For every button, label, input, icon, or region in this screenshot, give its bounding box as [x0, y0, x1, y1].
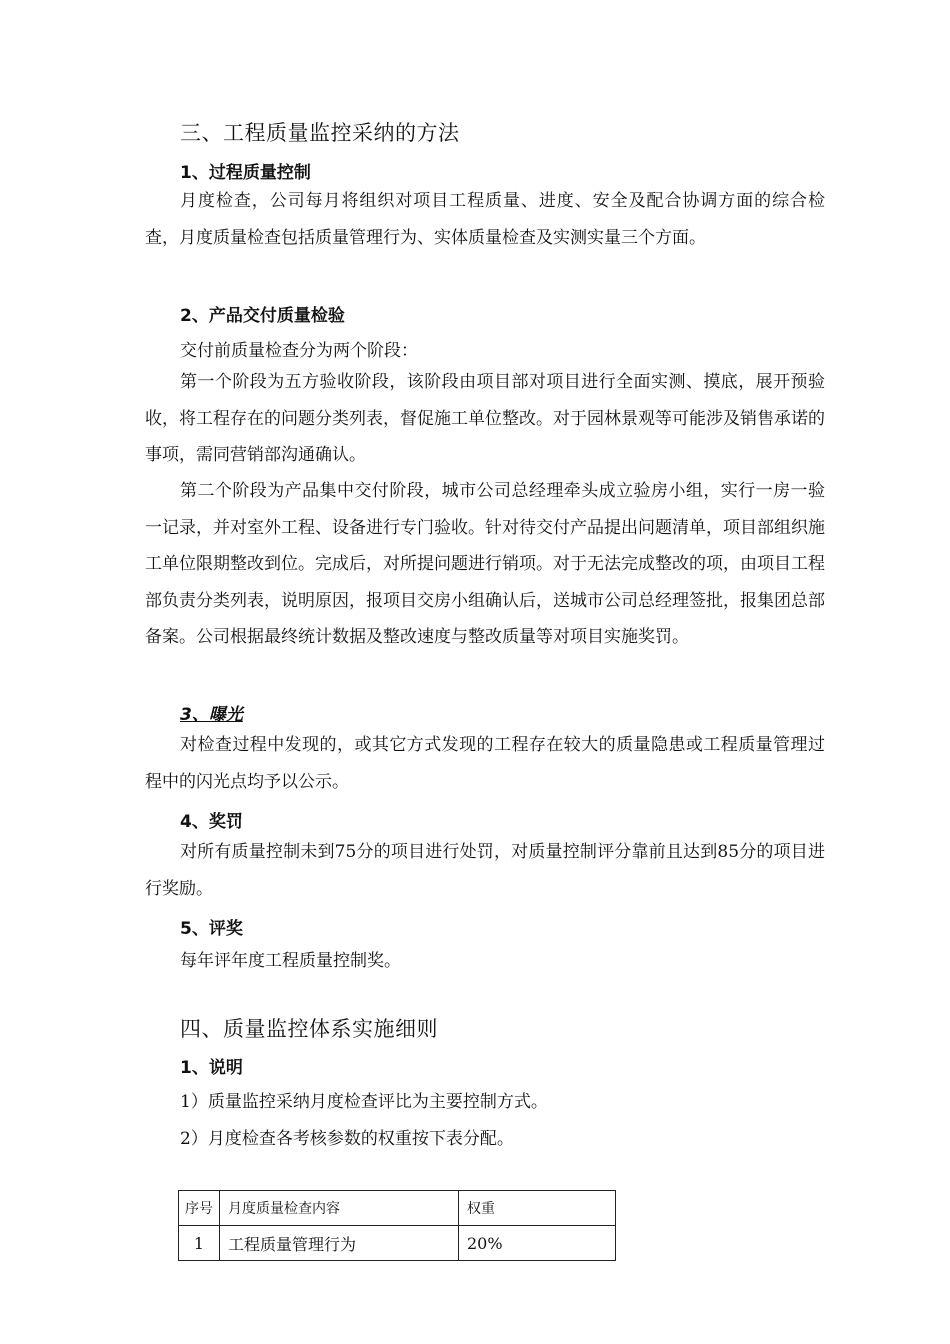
table-cell: 1 — [179, 1226, 220, 1261]
section-4-1-item-2: 2）月度检查各考核参数的权重按下表分配。 — [180, 1129, 514, 1149]
section-3-title: 三、工程质量监控采纳的方法 — [180, 121, 460, 145]
table-header-cell: 序号 — [179, 1191, 220, 1226]
section-3-2-stage1: 第一个阶段为五方验收阶段，该阶段由项目部对项目进行全面实测、摸底，展开预验收，将工程存在的问题分类列表，督促施工单位整改。对于园林景观等可能涉及销售承诺的事项，需同营销部沟通确认。 — [145, 372, 825, 465]
section-3-3-heading: 3、曝光 — [180, 705, 243, 725]
section-3-1-paragraph: 月度检查，公司每月将组织对项目工程质量、进度、安全及配合协调方面的综合检查，月度质量检查包括质量管理行为、实体质量检查及实测实量三个方面。 — [145, 191, 825, 248]
section-4-1-heading: 1、说明 — [180, 1058, 243, 1078]
section-3-5-paragraph: 每年评年度工程质量控制奖。 — [180, 951, 401, 971]
section-3-2-stage2: 第二个阶段为产品集中交付阶段，城市公司总经理牵头成立验房小组，实行一房一验一记录，并对室外工程、设备进行专门验收。针对待交付产品提出问题清单，项目部组织施工单位限期整改到位。完成后，对所提问题进行销项。对于无法完成整改的项，由项目工程部负责分类列表，说明原因，报项目交房小组确认后，送城市公司总经理签批，报集团总部备案。公司根据最终统计数据及整改速度与整改质量等对项目实施奖罚。 — [145, 481, 825, 647]
table-header-cell: 权重 — [459, 1191, 616, 1226]
table-header-row — [179, 1191, 616, 1226]
section-3-3-paragraph: 对检查过程中发现的，或其它方式发现的工程存在较大的质量隐患或工程质量管理过程中的闪光点均予以公示。 — [145, 735, 825, 792]
weights-table — [178, 1190, 616, 1261]
section-4-1-item-1: 1）质量监控采纳月度检查评比为主要控制方式。 — [180, 1092, 548, 1112]
section-3-2-intro: 交付前质量检查分为两个阶段： — [180, 341, 418, 361]
section-3-2-heading: 2、产品交付质量检验 — [180, 306, 345, 326]
section-4-title: 四、质量监控体系实施细则 — [180, 1017, 438, 1041]
section-3-4-paragraph: 对所有质量控制未到75分的项目进行处罚，对质量控制评分靠前且达到85分的项目进行奖励。 — [145, 842, 825, 899]
table-cell: 工程质量管理行为 — [220, 1226, 459, 1261]
section-3-4-heading: 4、奖罚 — [180, 812, 243, 832]
table-row — [179, 1226, 616, 1261]
table-cell: 20% — [459, 1226, 616, 1261]
section-3-1-heading: 1、过程质量控制 — [180, 163, 311, 183]
section-3-5-heading: 5、评奖 — [180, 919, 243, 939]
table-header-cell: 月度质量检查内容 — [220, 1191, 459, 1226]
